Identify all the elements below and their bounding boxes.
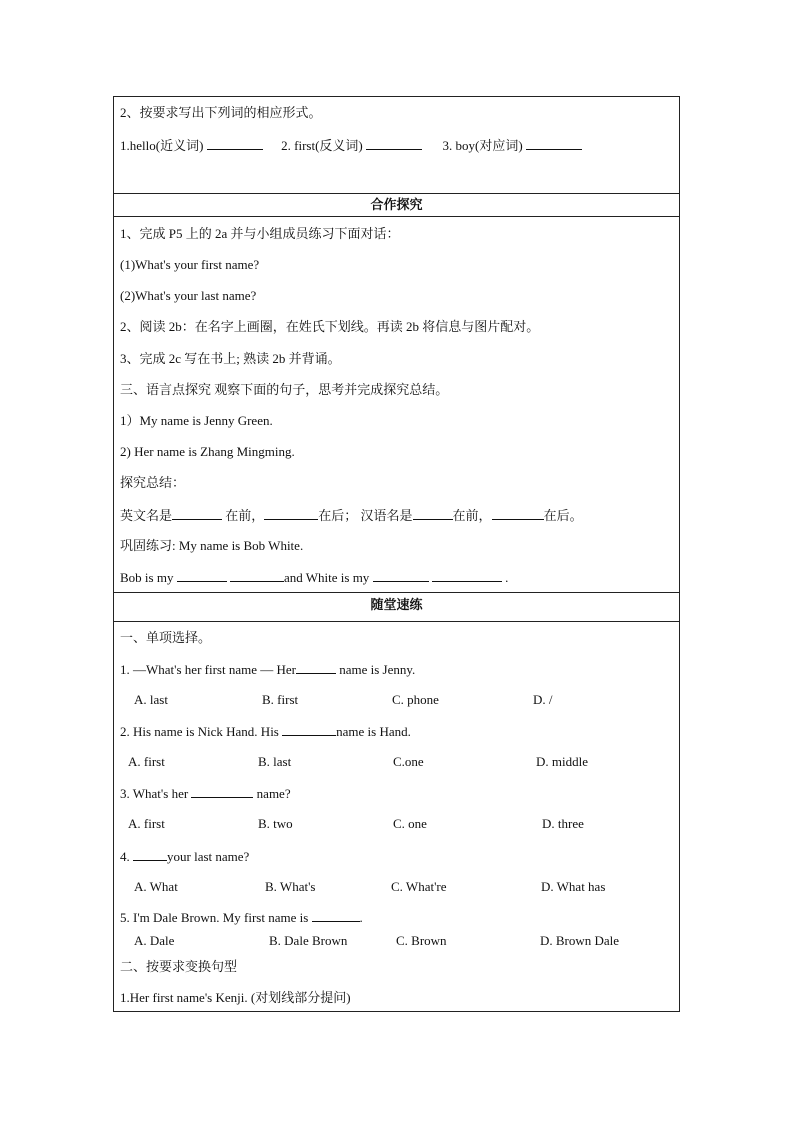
practice-line-2 <box>120 569 508 586</box>
section3-header: 随堂速练 <box>370 597 423 612</box>
summary-text-1: 英文名是 <box>120 508 173 523</box>
s3-title-2: 二、按要求变换句型 <box>120 959 238 974</box>
item-1-label: 1.hello(近义词) <box>120 138 204 153</box>
practice2-blank-1[interactable] <box>177 569 227 582</box>
divider-3 <box>114 592 679 593</box>
item-3-label: 3. boy(对应词) <box>442 138 523 153</box>
q2-option-a[interactable]: A. first <box>128 754 165 769</box>
worksheet-table <box>113 96 680 1012</box>
q5-option-a[interactable]: A. Dale <box>134 933 175 948</box>
summary-text-2: 在前， <box>225 508 265 523</box>
s2-line-4: 2、阅读 2b：在名字上画圈，在姓氏下划线。再读 2b 将信息与图片配对。 <box>120 319 540 334</box>
q3-option-a[interactable]: A. first <box>128 816 165 831</box>
q4-option-a[interactable]: A. What <box>134 879 178 894</box>
q5-option-d[interactable]: D. Brown Dale <box>540 933 620 948</box>
question-2 <box>120 723 411 740</box>
q2-option-d[interactable]: D. middle <box>536 754 588 769</box>
q5-blank[interactable] <box>312 909 360 922</box>
q3-option-d[interactable]: D. three <box>542 816 584 831</box>
item-3-blank[interactable] <box>526 137 582 150</box>
question-1 <box>120 661 415 678</box>
summary-text-4: 在前， <box>452 508 492 523</box>
question-3 <box>120 785 291 802</box>
q1-blank[interactable] <box>296 661 336 674</box>
summary-blank-3[interactable] <box>413 507 453 520</box>
q3-stem-b: name? <box>253 786 291 801</box>
q1-stem-a: 1. —What's her first name — Her <box>120 662 296 677</box>
q3-stem-a: 3. What's her <box>120 786 192 801</box>
divider-1 <box>114 193 679 194</box>
practice2-text-1: Bob is my <box>120 570 174 585</box>
section1-title: 2、按要求写出下列词的相应形式。 <box>120 105 322 120</box>
s3-title-1: 一、单项选择。 <box>120 630 212 645</box>
summary-text-5: 在后。 <box>543 508 583 523</box>
summary-blank-2[interactable] <box>264 507 318 520</box>
q2-stem-a: 2. His name is Nick Hand. His <box>120 724 283 739</box>
q5-stem-a: 5. I'm Dale Brown. My first name is <box>120 910 312 925</box>
summary-line <box>120 507 583 524</box>
divider-4 <box>114 621 679 622</box>
s2-line-1: 1、完成 P5 上的 2a 并与小组成员练习下面对话： <box>120 226 400 241</box>
q1-stem-b: name is Jenny. <box>335 662 416 677</box>
q2-blank[interactable] <box>282 723 336 736</box>
q4-option-b[interactable]: B. What's <box>265 879 316 894</box>
q4-blank[interactable] <box>133 848 167 861</box>
item-1-blank[interactable] <box>207 137 263 150</box>
q3-option-c[interactable]: C. one <box>393 816 427 831</box>
practice2-blank-3[interactable] <box>373 569 429 582</box>
q5-option-c[interactable]: C. Brown <box>396 933 447 948</box>
q4-stem-b: your last name? <box>167 849 250 864</box>
summary-blank-1[interactable] <box>172 507 222 520</box>
s2-line-7: 1）My name is Jenny Green. <box>120 413 273 428</box>
divider-2 <box>114 216 679 217</box>
s3-last-line: 1.Her first name's Kenji. (对划线部分提问) <box>120 990 351 1005</box>
q4-option-d[interactable]: D. What has <box>541 879 606 894</box>
summary-text-3: 在后； 汉语名是 <box>318 508 413 523</box>
q1-option-a[interactable]: A. last <box>134 692 168 707</box>
question-5 <box>120 909 363 926</box>
q2-stem-b: name is Hand. <box>336 724 411 739</box>
s2-line-3: (2)What's your last name? <box>120 288 257 303</box>
q5-option-b[interactable]: B. Dale Brown <box>269 933 348 948</box>
q5-stem-b: . <box>359 910 363 925</box>
practice2-text-3: . <box>505 570 509 585</box>
s2-line-5: 3、完成 2c 写在书上; 熟读 2b 并背诵。 <box>120 351 341 366</box>
section2-header: 合作探究 <box>370 197 423 212</box>
s2-line-6: 三、语言点探究 观察下面的句子，思考并完成探究总结。 <box>120 382 449 397</box>
question-4 <box>120 848 249 865</box>
s2-line-9: 探究总结： <box>120 475 186 490</box>
practice2-blank-4[interactable] <box>432 569 502 582</box>
item-2-blank[interactable] <box>366 137 422 150</box>
practice2-blank-2[interactable] <box>230 569 284 582</box>
s2-line-8: 2) Her name is Zhang Mingming. <box>120 444 295 459</box>
practice2-text-2: and White is my <box>283 570 370 585</box>
q2-option-c[interactable]: C.one <box>393 754 424 769</box>
q3-option-b[interactable]: B. two <box>258 816 293 831</box>
q2-option-b[interactable]: B. last <box>258 754 292 769</box>
practice-line: 巩固练习: My name is Bob White. <box>120 538 304 553</box>
q1-option-c[interactable]: C. phone <box>392 692 439 707</box>
s2-line-2: (1)What's your first name? <box>120 257 260 272</box>
q4-stem-a: 4. <box>120 849 133 864</box>
q3-blank[interactable] <box>191 785 253 798</box>
item-2-label: 2. first(反义词) <box>281 138 363 153</box>
q1-option-d[interactable]: D. / <box>533 692 553 707</box>
q1-option-b[interactable]: B. first <box>262 692 299 707</box>
summary-blank-4[interactable] <box>492 507 544 520</box>
q4-option-c[interactable]: C. What're <box>391 879 447 894</box>
section1-items <box>120 137 582 154</box>
